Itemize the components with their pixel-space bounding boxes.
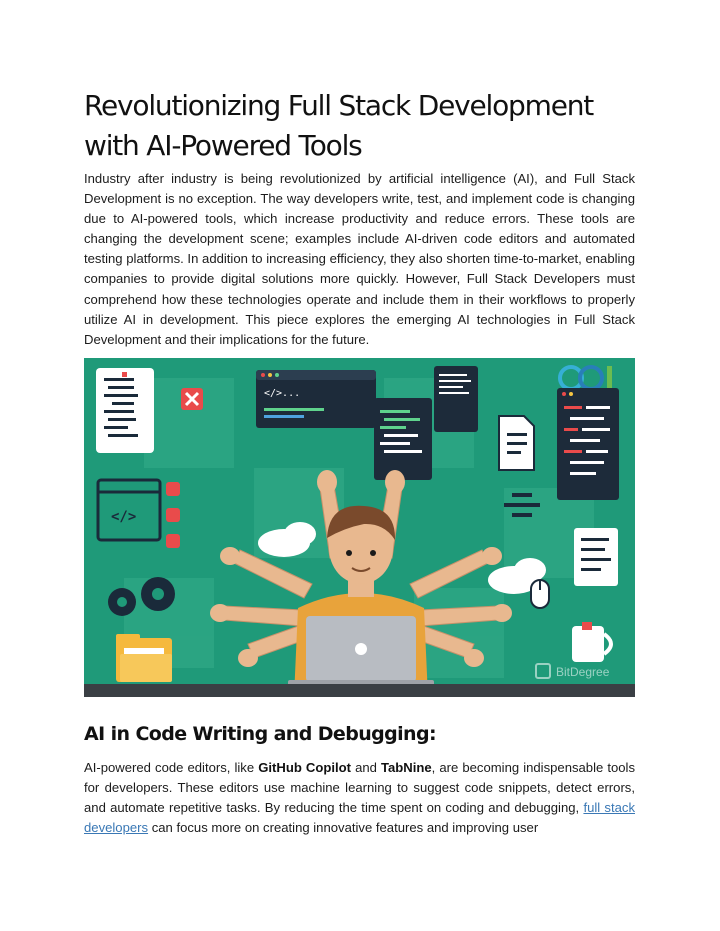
github-copilot-text: GitHub Copilot	[258, 760, 351, 775]
heart-badges	[166, 482, 180, 548]
tabnine-text: TabNine	[380, 760, 432, 775]
mouse-icon	[531, 580, 549, 608]
desk	[84, 684, 635, 697]
developer-multitasking-illustration	[84, 358, 635, 697]
folder-icon	[116, 634, 172, 682]
svg-text:</>: </>	[111, 509, 137, 525]
code-snippet-window	[374, 398, 432, 480]
code-editor-window	[256, 370, 376, 428]
section-text-and: and	[351, 760, 381, 775]
svg-text:</>...: </>...	[264, 388, 301, 399]
full-stack-developers-link[interactable]: full stack developers	[84, 800, 635, 836]
laptop-icon	[288, 616, 434, 688]
hero-illustration	[84, 358, 635, 697]
section-heading: AI in Code Writing and Debugging:	[84, 723, 436, 745]
intro-paragraph: Industry after industry is being revolutionized by artificial intelligence (AI), and Full Stack Development is no exception. The way developers write, test, and implement code is changing due to AI-powered tools, which increase productivity and reduce errors. These tools are changing the development scene; examples include AI-driven code editors and automated testing platforms. In addition to increasing efficiency, they also shorten time-to-market, enabling companies to provide digital solutions more quickly. However, Full Stack Developers must comprehend how these technologies operate and include them in their workflows to properly utilize AI in development. This piece explores the emerging AI technologies in Full Stack Development and their implications for the future.	[84, 171, 635, 347]
section-text-1: AI-powered code editors, like	[84, 760, 259, 775]
code-document-icon	[96, 368, 154, 453]
code-panel-right	[557, 388, 619, 500]
error-icon	[181, 388, 203, 410]
section-text-3: can focus more on creating innovative features and improving user	[148, 820, 539, 836]
article-title: Revolutionizing Full Stack Development with AI-Powered Tools	[84, 89, 594, 162]
terminal-window-small	[434, 366, 478, 432]
svg-text:BitDegree: BitDegree	[556, 665, 610, 679]
document-icon	[499, 416, 534, 470]
checklist-document-icon	[574, 528, 618, 586]
section-text-2: , are becoming indispensable tools for developers. These editors use machine learning to suggest code snippets, detect errors, and automate repetitive tasks. By reducing the time spent on coding and debugging,	[84, 760, 635, 816]
section-paragraph	[84, 758, 635, 838]
